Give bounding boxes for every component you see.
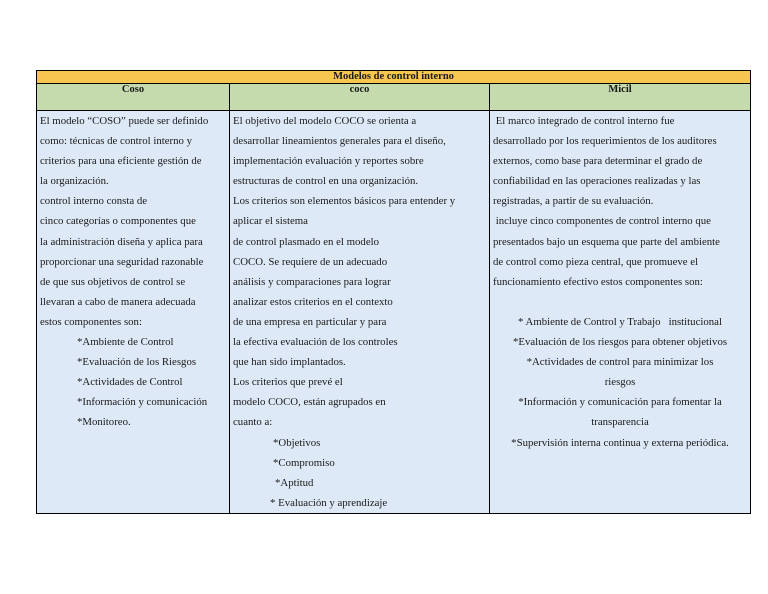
micil-component: * Ambiente de Control y Trabajo institucional [518,315,722,328]
coso-line: la administración diseña y aplica para [40,235,203,248]
coco-line: El objetivo del modelo COCO se orienta a [233,115,417,127]
micil-line: registradas, a partir de su evaluación. [493,195,654,208]
coso-component: *Evaluación de los Riesgos [77,356,197,369]
coco-line: COCO. Se requiere de un adecuado [233,255,388,268]
coco-criterion: *Objetivos [273,436,321,449]
title-row [37,71,751,84]
micil-component: transparencia [591,416,649,429]
coso-line: estos componentes son: [40,315,142,328]
coso-line: cinco categorías o componentes que [40,215,196,228]
coso-component: *Información y comunicación [77,396,208,409]
coco-line: Los criterios son elementos básicos para entender y [233,195,456,208]
micil-line: de control como pieza central, que promueve el [493,255,699,268]
micil-component: *Actividades de control para minimizar los [526,356,714,369]
table-title: Modelos de control interno [37,71,751,84]
coco-criterion: *Aptitud [275,476,314,489]
micil-component: *Información y comunicación para fomentar la [518,396,722,409]
content-row [37,111,751,514]
coso-component: *Actividades de Control [77,376,183,389]
coco-line: análisis y comparaciones para lograr [233,275,391,288]
micil-component: *Supervisión interna continua y externa periódica. [511,436,729,449]
coco-line: estructuras de control en una organización. [233,175,419,188]
blank-line [490,292,750,312]
coco-criterion: *Compromiso [273,456,335,469]
coso-line: la organización. [40,175,109,188]
coco-line: aplicar el sistema [233,215,308,228]
coco-line: Los criterios que prevé el [233,376,343,389]
micil-line: funcionamiento efectivo estos componentes son: [493,275,703,288]
coco-criterion: * Evaluación y aprendizaje [270,496,388,509]
header-coso: Coso [37,84,230,111]
coco-cell [230,111,490,514]
coso-line: de que sus objetivos de control se [40,275,186,288]
micil-cell [490,111,751,514]
coco-line: la efectiva evaluación de los controles [233,336,398,349]
coco-line: cuanto a: [233,416,273,429]
coco-line: que han sido implantados. [233,356,346,369]
coso-line: El modelo “COSO” puede ser definido [40,115,209,127]
coco-line: de control plasmado en el modelo [233,235,380,248]
micil-component: *Evaluación de los riesgos para obtener objetivos [512,336,728,349]
micil-line: desarrollado por los requerimientos de los auditores [493,135,717,148]
coso-line: criterios para una eficiente gestión de [40,155,202,168]
coso-line: control interno consta de [40,195,148,208]
micil-line: incluye cinco componentes de control interno que [493,215,711,228]
coso-component: *Ambiente de Control [77,336,174,349]
micil-component: riesgos [604,376,636,389]
coco-line: implementación evaluación y reportes sobre [233,155,424,168]
control-models-table [36,70,751,514]
header-row [37,84,751,111]
micil-line: presentados bajo un esquema que parte del ambiente [493,235,720,248]
micil-line: El marco integrado de control interno fue [493,115,675,127]
coso-line: proporcionar una seguridad razonable [40,255,204,268]
coso-line: como: técnicas de control interno y [40,135,193,148]
micil-line: confiabilidad en las operaciones realizadas y las [493,175,701,188]
coco-line: modelo COCO, están agrupados en [233,396,386,409]
header-micil: Micil [490,84,751,111]
coco-line: desarrollar lineamientos generales para el diseño, [233,135,446,148]
coso-line: llevaran a cabo de manera adecuada [40,295,196,308]
header-coco: coco [230,84,490,111]
micil-line: externos, como base para determinar el grado de [493,155,703,168]
coco-line: de una empresa en particular y para [233,315,387,328]
coso-component: *Monitoreo. [77,416,131,429]
coso-cell [37,111,230,514]
coco-line: analizar estos criterios en el contexto [233,295,393,308]
